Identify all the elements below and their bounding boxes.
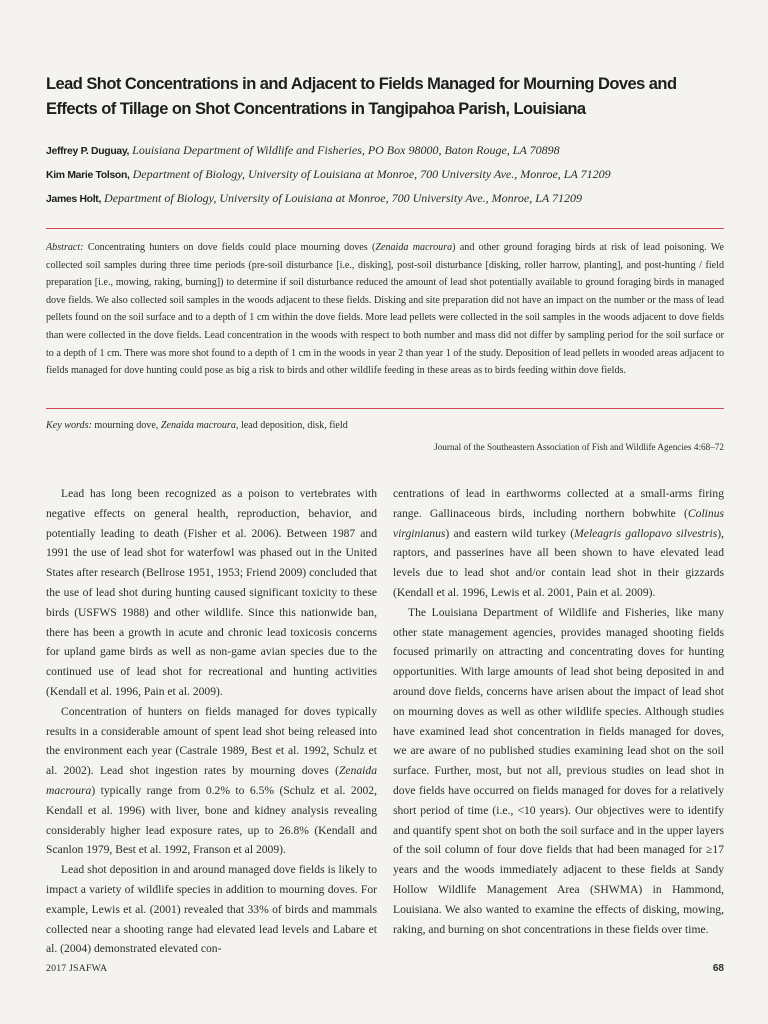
- body-column-left: [46, 484, 377, 959]
- author-entry: [46, 142, 746, 166]
- author-entry: [46, 166, 746, 190]
- body-column-right: [393, 484, 724, 939]
- paragraph-text: ) and eastern wild turkey (: [445, 526, 575, 540]
- abstract: [46, 239, 724, 380]
- footer-journal-year: 2017 JSAFWA: [46, 963, 108, 974]
- abstract-top-divider: [46, 228, 724, 229]
- body-paragraph: Lead shot deposition in and around managed dove fields is likely to impact a variety of wildlife species in addition to mourning doves. For example, Lewis et al. (2001) revealed that 33% of birds and mammals collected near a shooting range had elevated lead levels and Labare et al. (2004) demonstrated elevated con-: [46, 863, 377, 956]
- species-name: Meleagris gallopavo silvestris: [574, 526, 718, 540]
- keywords-text: lead deposition, disk, field: [238, 420, 348, 431]
- paragraph-text: ) typically range from 0.2% to 6.5% (Schulz et al. 2002, Kendall et al. 1996) with liver, bone and kidney analysis revealing considerably higher lead exposure rates, up to 26.8% (Kendall and Scanlon 1979, Best et al. 1992, Franson et al 2009).: [46, 783, 377, 857]
- species-name: Colinus virginianus: [393, 506, 724, 540]
- article-title-line-2: Effects of Tillage on Shot Concentrations in Tangipahoa Parish, Louisiana: [46, 100, 586, 118]
- author-affiliation: Louisiana Department of Wildlife and Fisheries, PO Box 98000, Baton Rouge, LA 70898: [132, 143, 560, 157]
- abstract-bottom-divider: [46, 408, 724, 409]
- abstract-text: ) and other ground foraging birds at risk of lead poisoning. We collected soil samples during three time periods (pre-soil disturbance [i.e., disking], post-soil disturbance [disking, roller harrow, planting], and post-hunting / field preparation [i.e., mowing, raking, burning]) to determine if soil disturbance reduced the amount of lead shot potentially available to ground foraging birds in managed dove fields. We also collected soil samples in the woods adjacent to these fields. Disking and site preparation did not have an impact on the number or the mass of lead pellets found on the soil surface and to a depth of 1 cm within the dove fields. More lead pellets were collected in the soil samples in the woods adjacent to dove fields than were collected in the dove fields. Lead concentration in the woods with respect to both number and mass did not differ by sampling period for the soil surface or to a depth of 1 cm. There was more shot found to a depth of 1 cm in the woods in year 2 than year 1 of the study. Deposition of lead pellets in wooded areas adjacent to fields managed for dove hunting could pose as big a risk to birds and other wildlife feeding in these areas as to birds feeding within dove fields.: [46, 242, 724, 377]
- article-title: [46, 72, 736, 122]
- author-name: James Holt,: [46, 194, 102, 205]
- body-paragraph: [46, 702, 377, 860]
- author-affiliation: Department of Biology, University of Louisiana at Monroe, 700 University Ave., Monroe, LA 71209: [104, 191, 582, 205]
- journal-citation: Journal of the Southeastern Association of Fish and Wildlife Agencies 4:68–72: [434, 442, 724, 452]
- species-name: Zenaida macroura,: [160, 420, 239, 431]
- body-paragraph: Lead has long been recognized as a poison to vertebrates with negative effects on general health, reproduction, behavior, and potentially leading to death (Fisher et al. 2006). Between 1987 and 1991 the use of lead shot for waterfowl was phased out in the United States after research (Bellrose 1951, 1953; Friend 2009) concluded that the use of lead shot during hunting caused significant toxicity to these birds (USFWS 1988) and other wildlife. Since this nationwide ban, there has been a growth in acute and chronic lead toxicosis concerns for upland game birds as well as non-game avian species due to the continued use of lead shot for recreational and hunting activities (Kendall et al. 1996, Pain et al. 2009).: [46, 487, 377, 698]
- author-entry: [46, 190, 746, 214]
- body-paragraph: [393, 484, 724, 603]
- species-name: Zenaida macroura: [375, 242, 453, 253]
- author-name: Kim Marie Tolson,: [46, 170, 130, 181]
- keywords-text: mourning dove,: [91, 420, 161, 431]
- keywords-label: Key words:: [46, 420, 92, 431]
- abstract-text: Concentrating hunters on dove fields could place mourning doves (: [83, 242, 376, 253]
- page-number: 68: [712, 963, 724, 974]
- author-name: Jeffrey P. Duguay,: [46, 146, 130, 157]
- paragraph-text: Concentration of hunters on fields managed for doves typically results in a considerable amount of spent lead shot being released into the environment each year (Castrale 1989, Best et al. 1992, Schulz et al. 2002). Lead shot ingestion rates by mourning doves (: [46, 704, 377, 778]
- body-paragraph: The Louisiana Department of Wildlife and Fisheries, like many other state management agencies, provides managed shooting fields focused primarily on attracting and concentrating doves for hunting opportunities. With large amounts of lead shot being deposited in and around dove fields, concerns have arisen about the impact of lead shot on mourning doves as well as other wildlife species. Although studies have examined lead shot concentration in fields managed for doves, we are aware of no published studies examining lead shot on the soil surface. Further, most, but not all, previous studies on lead shot in dove fields have occurred on fields managed for doves for a relatively short period of time (i.e., <10 years). Our objectives were to identify and quantify spent shot on both the soil surface and in the upper layers of the soil column of four dove fields that had been managed for ≥17 years and the woods immediately adjacent to these fields at Sandy Hollow Wildlife Management Area (SHWMA) in Hammond, Louisiana. We also wanted to examine the effects of disking, mowing, raking, and burning on shot concentrations in these fields over time.: [393, 605, 724, 936]
- author-affiliation: Department of Biology, University of Louisiana at Monroe, 700 University Ave., Monroe, LA 71209: [132, 167, 611, 181]
- abstract-label: Abstract:: [46, 242, 84, 253]
- paragraph-text: ), raptors, and passerines have all been shown to have elevated lead levels due to lead shot and/or contain lead shot in their gizzards (Kendall et al. 1996, Lewis et al. 2001, Pain et al. 2009).: [393, 526, 724, 599]
- article-title-line-1: Lead Shot Concentrations in and Adjacent to Fields Managed for Mourning Doves and: [46, 75, 677, 93]
- author-list: [46, 142, 746, 214]
- paragraph-text: centrations of lead in earthworms collected at a small-arms firing range. Gallinaceous birds, including northern bobwhite (: [393, 487, 724, 520]
- keywords: [46, 418, 724, 434]
- species-name: Zenaida macroura: [46, 764, 377, 797]
